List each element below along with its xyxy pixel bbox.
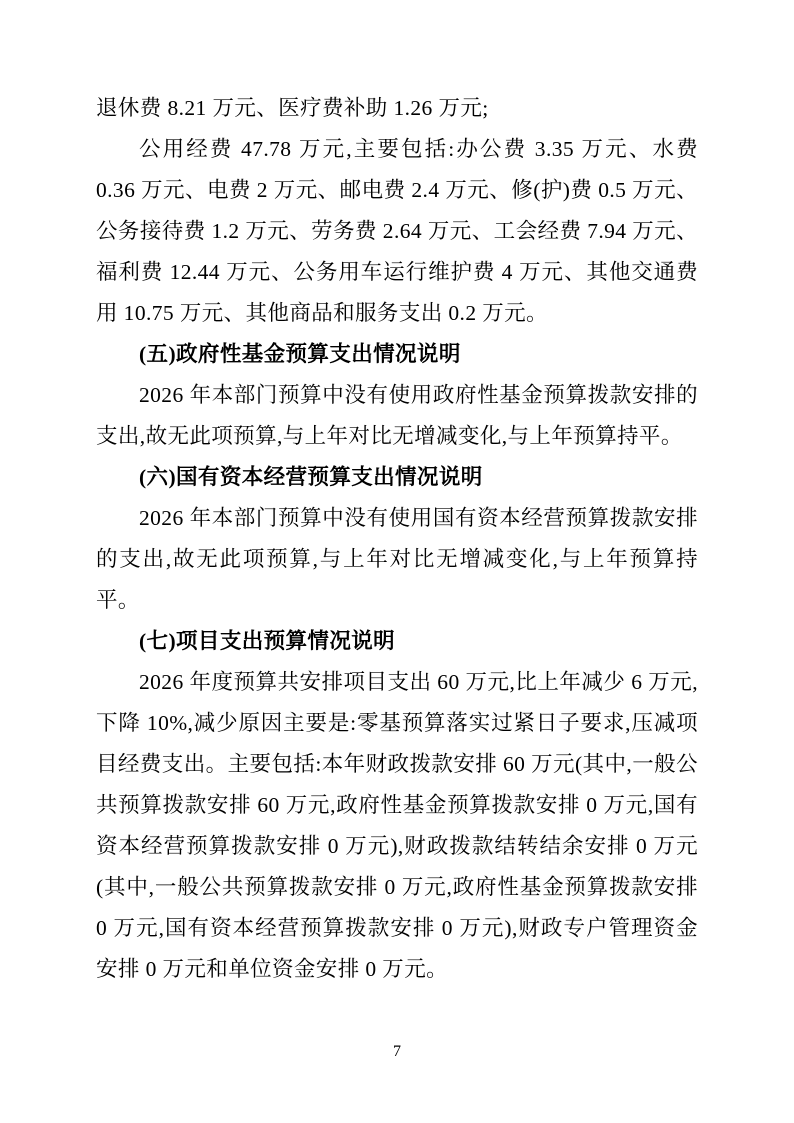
paragraph-government-fund-budget: 2026 年本部门预算中没有使用政府性基金预算拨款安排的支出,故无此项预算,与上年对比无增减变化,与上年预算持平。 (96, 383, 698, 448)
paragraph-project-expenditure-budget: 2026 年度预算共安排项目支出 60 万元,比上年减少 6 万元,下降 10%,减少原因主要是:零基预算落实过紧日子要求,压减项目经费支出。主要包括:本年财政拨款安排 60 万元(其中,一般公共预算拨款安排 60 万元,政府性基金预算拨款安排 0 万元,国有资本经营预算拨款安排 0 万元),财政拨款结转结余安排 0 万元(其中,一般公共预算拨款安排 0 万元,政府性基金预算拨款安排 0 万元,国有资本经营预算拨款安排 0 万元),财政专户管理资金安排 0 万元和单位资金安排 0 万元。 (96, 670, 698, 981)
page-number: 7 (393, 1043, 401, 1060)
heading-state-capital-budget: (六)国有资本经营预算支出情况说明 (139, 465, 483, 489)
paragraph-state-capital-budget: 2026 年本部门预算中没有使用国有资本经营预算拨款安排的支出,故无此项预算,与上年对比无增减变化,与上年预算持平。 (96, 506, 698, 612)
heading-project-expenditure-budget: (七)项目支出预算情况说明 (139, 629, 396, 653)
heading-government-fund-budget: (五)政府性基金预算支出情况说明 (139, 342, 461, 366)
document-body (96, 88, 698, 990)
paragraph-retirement-fees: 退休费 8.21 万元、医疗费补助 1.26 万元; (96, 96, 489, 120)
paragraph-public-funds: 公用经费 47.78 万元,主要包括:办公费 3.35 万元、水费 0.36 万元、电费 2 万元、邮电费 2.4 万元、修(护)费 0.5 万元、公务接待费 1.2 万元、劳务费 2.64 万元、工会经费 7.94 万元、福利费 12.44 万元、公务用车运行维护费 4 万元、其他交通费用 10.75 万元、其他商品和服务支出 0.2 万元。 (96, 137, 698, 325)
